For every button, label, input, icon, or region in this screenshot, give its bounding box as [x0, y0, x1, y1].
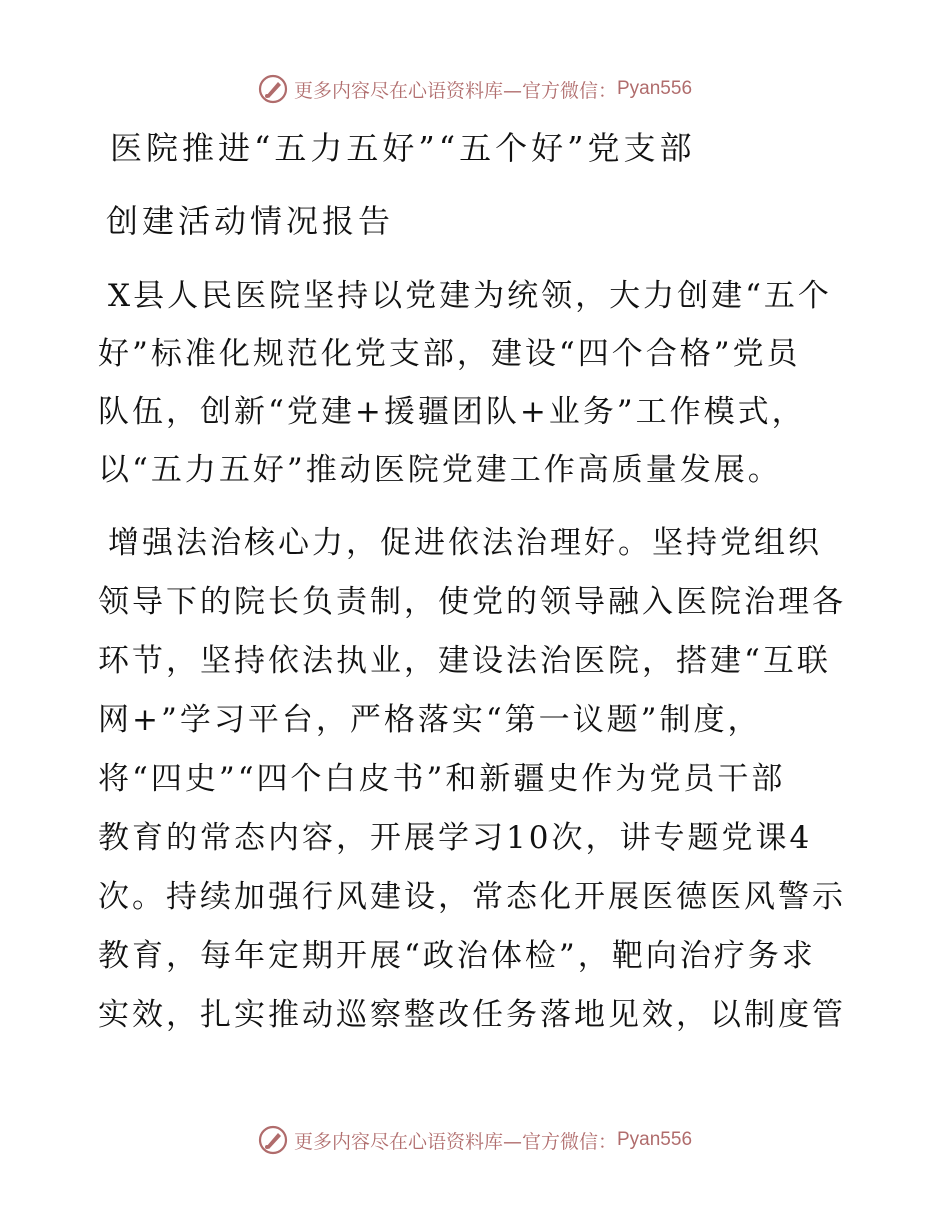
quill-seal-icon — [258, 74, 288, 104]
footer-banner — [0, 1120, 950, 1160]
wechat-id: Pyan556 — [617, 1129, 693, 1150]
body-line: 队伍，创新“党建+援疆团队+业务”工作模式， — [98, 394, 806, 430]
doc-title-line-2: 创建活动情况报告 — [106, 202, 395, 240]
banner-text: 更多内容尽在心语资料库—官方微信： — [293, 1130, 617, 1153]
banner-text: 更多内容尽在心语资料库—官方微信： — [293, 79, 617, 102]
body-line: 领导下的院长负责制，使党的领导融入医院治理各 — [98, 584, 846, 620]
body-line: 教育，每年定期开展“政治体检”，靶向治疗务求 — [98, 938, 816, 974]
body-line: 次。持续加强行风建设，常态化开展医德医风警示 — [98, 879, 846, 915]
body-line: 增强法治核心力，促进依法治理好。坚持党组织 — [108, 525, 822, 561]
body-line: 实效，扎实推动巡察整改任务落地见效，以制度管 — [98, 997, 846, 1033]
body-line: 教育的常态内容，开展学习10次，讲专题党课4 — [98, 820, 813, 856]
body-line: 好”标准化规范化党支部，建设“四个合格”党员 — [98, 336, 801, 372]
header-banner — [0, 69, 950, 109]
body-line: X县人民医院坚持以党建为统领，大力创建“五个 — [108, 278, 832, 314]
body-line: 将“四史”“四个白皮书”和新疆史作为党员干部 — [98, 761, 786, 797]
doc-title-line-1: 医院推进“五力五好”“五个好”党支部 — [110, 129, 696, 167]
body-line: 以“五力五好”推动医院党建工作高质量发展。 — [98, 452, 782, 488]
body-line: 环节，坚持依法执业，建设法治医院，搭建“互联 — [98, 643, 831, 679]
body-line: 网+”学习平台，严格落实“第一议题”制度， — [98, 702, 762, 738]
quill-seal-icon — [258, 1125, 288, 1155]
wechat-id: Pyan556 — [617, 78, 693, 99]
